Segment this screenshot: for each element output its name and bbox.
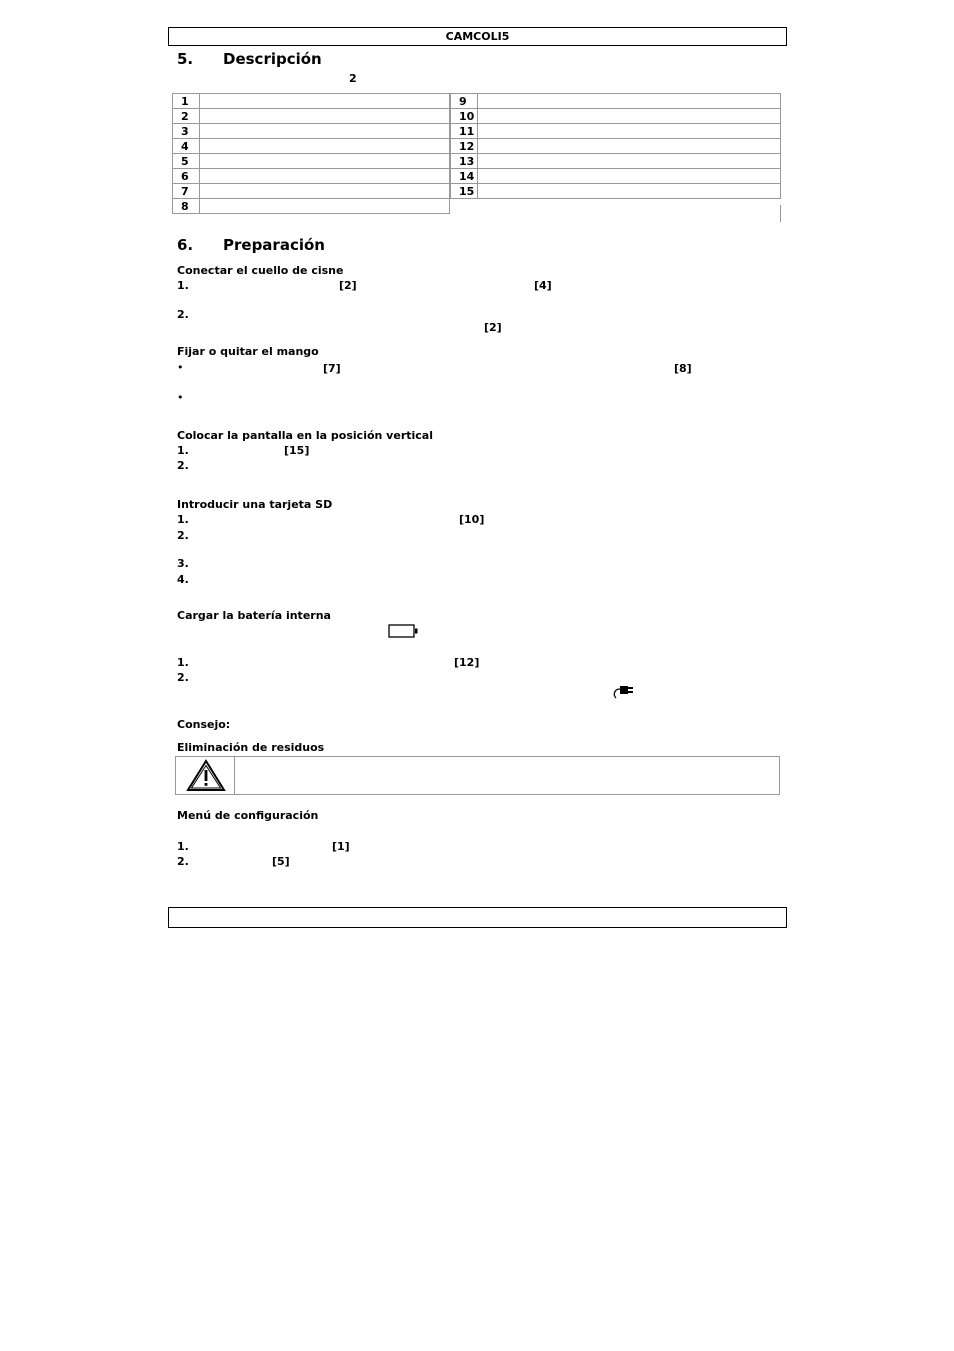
part-reference: [4] [534,279,552,292]
part-reference: [10] [459,513,485,526]
part-reference: [5] [272,855,290,868]
table-row [173,94,450,109]
part-number: 13 [451,154,478,169]
table-row [451,169,781,184]
part-number: 4 [173,139,200,154]
part-description [478,124,781,139]
part-description [478,154,781,169]
part-description [478,169,781,184]
power-plug-icon [611,683,635,701]
part-number: 5 [173,154,200,169]
part-number: 12 [451,139,478,154]
part-reference: [2] [339,279,357,292]
table-row [451,139,781,154]
tip-label: Consejo: [177,718,231,731]
step-number: 2. [177,529,189,542]
subsection-title-colocar: Colocar la pantalla en la posición vertical [177,429,433,442]
part-number: 7 [173,184,200,199]
part-number: 3 [173,124,200,139]
table-row [173,184,450,199]
step-number: 1. [177,279,189,292]
part-description [200,199,450,214]
part-description [200,184,450,199]
part-reference: [12] [454,656,480,669]
figure-reference: 2 [349,72,357,85]
table-row [451,109,781,124]
part-reference: [15] [284,444,310,457]
table-border-fragment [780,205,781,222]
bullet: • [177,361,184,374]
part-number: 11 [451,124,478,139]
table-row [173,169,450,184]
table-row [451,154,781,169]
subsection-title-cargar: Cargar la batería interna [177,609,331,622]
subsection-title-sd: Introducir una tarjeta SD [177,498,333,511]
section-5-number: 5. [177,50,194,68]
step-number: 1. [177,656,189,669]
part-description [200,94,450,109]
step-number: 2. [177,671,189,684]
section-5-title: Descripción [223,50,322,68]
part-description [478,109,781,124]
step-number: 2. [177,855,189,868]
parts-table-right [450,93,781,199]
part-number: 6 [173,169,200,184]
part-number: 10 [451,109,478,124]
table-row [173,154,450,169]
page-header [168,27,787,46]
table-row [173,139,450,154]
warning-box-divider [234,757,235,794]
section-6-number: 6. [177,236,194,254]
part-description [200,124,450,139]
table-row [451,184,781,199]
table-row [173,199,450,214]
subsection-title-eliminacion: Eliminación de residuos [177,741,325,754]
part-number: 9 [451,94,478,109]
part-reference: [1] [332,840,350,853]
table-row [173,124,450,139]
part-description [200,154,450,169]
step-number: 1. [177,513,189,526]
page-footer [168,907,787,928]
part-description [200,109,450,124]
part-number: 15 [451,184,478,199]
subsection-title-menu: Menú de configuración [177,809,319,822]
part-description [200,169,450,184]
step-number: 2. [177,308,189,321]
subsection-title-conectar: Conectar el cuello de cisne [177,264,344,277]
battery-icon [388,624,419,638]
part-description [478,94,781,109]
bullet: • [177,391,184,404]
step-number: 1. [177,840,189,853]
document-title: CAMCOLI5 [445,30,510,43]
warning-box [175,756,780,795]
table-row [451,94,781,109]
step-number: 3. [177,557,189,570]
part-reference: [7] [323,362,341,375]
section-6-title: Preparación [223,236,325,254]
part-reference: [8] [674,362,692,375]
part-reference: [2] [484,321,502,334]
part-description [478,184,781,199]
part-description [200,139,450,154]
subsection-title-fijar: Fijar o quitar el mango [177,345,319,358]
step-number: 4. [177,573,189,586]
part-description [478,139,781,154]
part-number: 14 [451,169,478,184]
table-row [173,109,450,124]
part-number: 1 [173,94,200,109]
table-row [451,124,781,139]
step-number: 2. [177,459,189,472]
warning-triangle-icon [186,759,226,792]
part-number: 8 [173,199,200,214]
parts-table-left [172,93,450,214]
part-number: 2 [173,109,200,124]
step-number: 1. [177,444,189,457]
